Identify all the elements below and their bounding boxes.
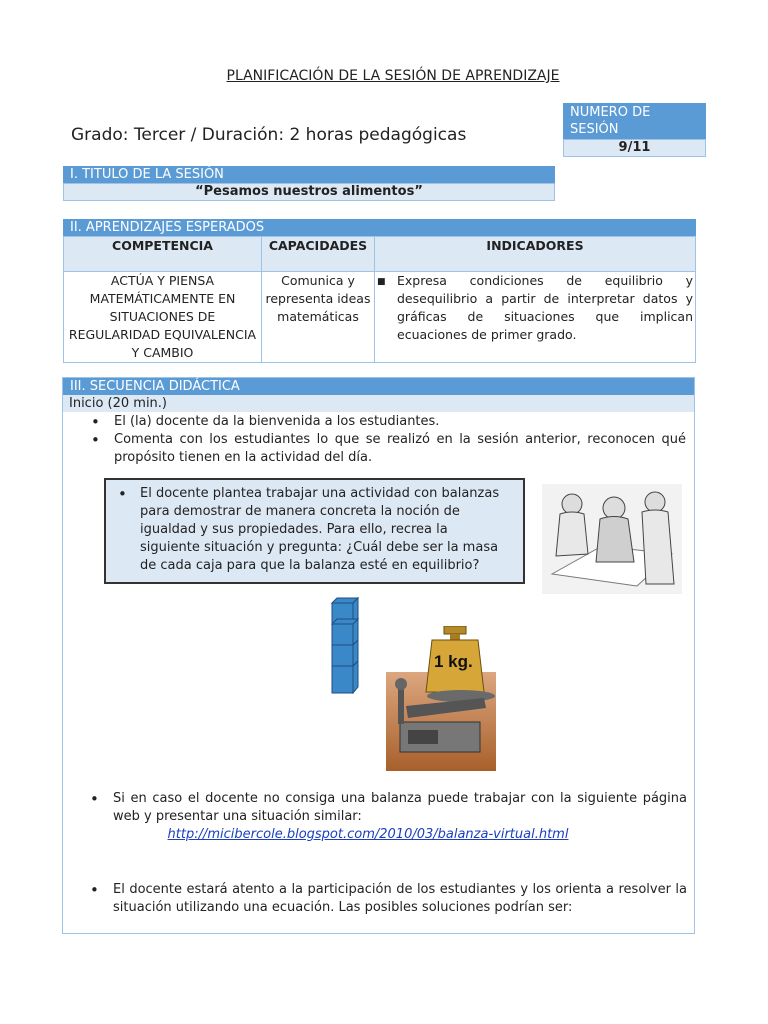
column-header-competencia: COMPETENCIA (64, 237, 262, 272)
list-item (377, 272, 693, 344)
list-item: • El docente estará atento a la participación de los estudiantes y los orienta a resolver la situación utilizando una ecuación. Las posibles soluciones podrían ser: (62, 881, 695, 917)
bullet-icon: ■ (377, 277, 386, 287)
last-bullet-list (62, 881, 695, 917)
aprendizajes-header: II. APRENDIZAJES ESPERADOS (63, 219, 696, 236)
children-illustration (542, 484, 682, 594)
column-header-capacidades: CAPACIDADES (262, 237, 375, 272)
session-number-label: NUMERO DE SESIÓN (563, 103, 706, 139)
secuencia-header: III. SECUENCIA DIDÁCTICA (63, 378, 694, 395)
list-item: • Comenta con los estudiantes lo que se realizó en la sesión anterior, reconocen qué propósito tienen en la actividad del día. (63, 431, 694, 467)
session-title-value: “Pesamos nuestros alimentos” (63, 183, 555, 201)
list-item: • El docente plantea trabajar una actividad con balanzas para demostrar de manera concreta la noción de igualdad y sus propiedades. Para ello, recrea la siguiente situación y pregunta: ¿Cuál debe ser la masa de cada caja para que la balanza esté en equilibrio? (106, 485, 523, 575)
web-bullet-list (62, 790, 695, 826)
list-item (62, 790, 695, 826)
session-title-header: I. TITULO DE LA SESIÓN (63, 166, 555, 183)
document-title: PLANIFICACIÓN DE LA SESIÓN DE APRENDIZAJE (226, 68, 560, 84)
session-title-section (63, 166, 555, 201)
link-row (62, 826, 674, 844)
indicador-cell (375, 272, 696, 363)
situation-list (106, 485, 523, 575)
stacked-boxes-illustration (331, 597, 359, 694)
weight-label: 1 kg. (434, 652, 473, 671)
column-header-indicadores: INDICADORES (375, 237, 696, 272)
aprendizajes-table (63, 236, 696, 363)
balanza-virtual-link[interactable]: http://micibercole.blogspot.com/2010/03/balanza-virtual.html (167, 827, 569, 842)
situation-box (104, 478, 525, 584)
session-number-value: 9/11 (563, 139, 706, 157)
grado-duracion: Grado: Tercer / Duración: 2 horas pedagógicas (71, 125, 467, 145)
weighing-scale-illustration (386, 626, 496, 771)
list-item: • El (la) docente da la bienvenida a los estudiantes. (63, 413, 694, 431)
table-row (64, 272, 696, 363)
session-number-box (563, 103, 706, 157)
competencia-cell: ACTÚA Y PIENSA MATEMÁTICAMENTE EN SITUACIONES DE REGULARIDAD EQUIVALENCIA Y CAMBIO (64, 272, 262, 363)
web-bullet-text: Si en caso el docente no consiga una balanza puede trabajar con la siguiente página web y presentar una situación similar: (113, 791, 687, 824)
aprendizajes-section (63, 219, 696, 363)
inicio-bullets (63, 413, 694, 467)
capacidad-cell: Comunica y representa ideas matemáticas (262, 272, 375, 363)
inicio-label: Inicio (20 min.) (63, 395, 694, 412)
indicador-text: Expresa condiciones de equilibrio y desequilibrio a partir de interpretar datos y gráficas de situaciones que implican ecuaciones de primer grado. (397, 273, 693, 342)
secuencia-section (62, 377, 695, 934)
